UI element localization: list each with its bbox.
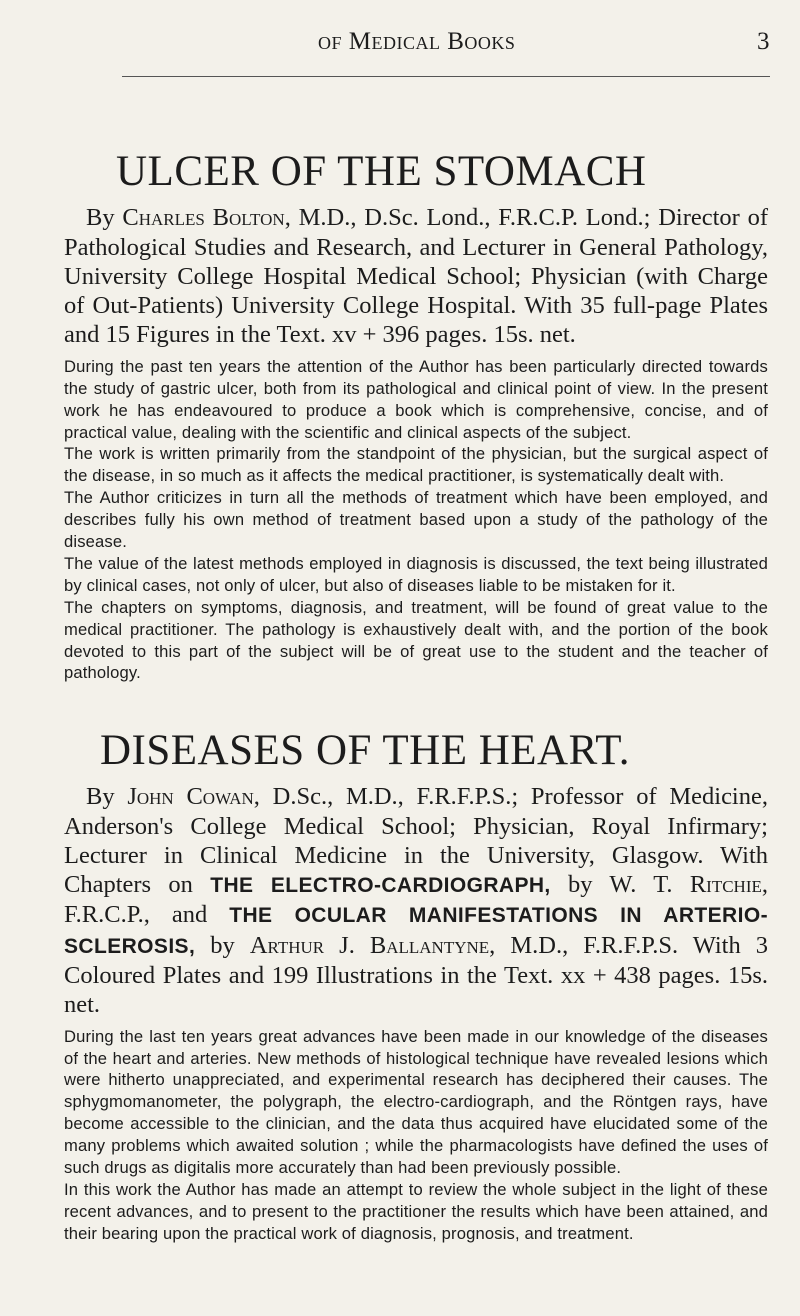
description-paragraph: The value of the latest methods employed in diagnosis is discussed, the text being illustrated by clinical cases, not only of ulcer, but also of diseases liable to be mistaken for it. — [64, 553, 768, 595]
book-description — [64, 356, 768, 685]
book-author-info — [64, 782, 768, 1019]
description-paragraph: The chapters on symptoms, diagnosis, and treatment, will be found of great value to the medical practitioner. The pathology is exhaustively dealt with, and the portion of the book devoted to this part of the subject will be of great use to the student and the teacher of pathology. — [64, 597, 768, 683]
contributor-credentials: , M.D., F.R.F.P.S. With 3 Coloured Plates and 199 Illustrations in the Text. xx + 438 pages. 15s. net. — [64, 931, 769, 1019]
author-prefix: By — [86, 204, 123, 232]
header-rule — [122, 76, 770, 77]
running-title: of Medical Books — [318, 28, 516, 55]
book-description — [64, 1026, 768, 1245]
book-title: ULCER OF THE STOMACH — [116, 148, 647, 195]
description-paragraph: During the past ten years the attention of the Author has been particularly directed towards the study of gastric ulcer, both from its pathological and clinical point of view. In the present work he has endeavoured to produce a book which is comprehensive, concise, and of practical value, dealing with the scientific and clinical aspects of the subject. — [64, 356, 768, 442]
contributor-credentials: , F.R.C.P., and — [64, 871, 768, 929]
contributor-name-ritchie: Ritchie — [689, 871, 762, 899]
book-author-info — [64, 203, 768, 349]
book-entry-diseases-of-the-heart — [64, 727, 768, 1245]
contributor-name-ballantyne: Arthur J. Ballantyne — [249, 931, 490, 959]
description-paragraph: In this work the Author has made an attempt to review the whole subject in the light of these recent advances, and to present to the practitioner the results which have been attained, and their bearing upon the practical work of diagnosis, prognosis, and treatment. — [64, 1180, 768, 1243]
book-title: DISEASES OF THE HEART. — [100, 727, 631, 774]
author-credentials: , D.Sc., M.D., F.R.F.P.S.; Professor of Medicine, Anderson's College Medical School; Physician, Royal Infirmary; Lecturer in Clinical Medicine in the University, Glasgow. With Chapters on — [64, 783, 768, 899]
chapter-topic-ocular-manifestations: THE OCULAR MANIFESTATIONS IN ARTERIO-SCLEROSIS, — [64, 904, 768, 958]
author-name: Charles Bolton — [122, 204, 285, 232]
author-credentials: , M.D., D.Sc. Lond., F.R.C.P. Lond.; Director of Pathological Studies and Research, and Lecturer in General Pathology, University College Hospital Medical School; Physician (with Charge of Out-Patients) University College Hospital. With 35 full-page Plates and 15 Figures in the Text. xv + 396 pages. 15s. net. — [64, 204, 769, 349]
chapter-topic-electro-cardiograph: THE ELECTRO-CARDIOGRAPH, — [210, 874, 551, 898]
author-prefix: By — [86, 783, 128, 811]
page-number: 3 — [757, 28, 770, 55]
contributor-by: by — [195, 931, 250, 959]
author-name: John Cowan — [127, 783, 254, 811]
contributor-by: by W. T. — [550, 871, 690, 899]
book-entry-ulcer-of-the-stomach — [64, 148, 768, 684]
description-paragraph: The work is written primarily from the standpoint of the physician, but the surgical aspect of the disease, in so much as it affects the medical practitioner, is systematically dealt with. — [64, 444, 768, 486]
description-paragraph: During the last ten years great advances have been made in our knowledge of the diseases of the heart and arteries. New methods of histological technique have revealed lesions which were hitherto unappreciated, and experimental research has deciphered their causes. The sphygmomanometer, the polygraph, the electro-cardiograph, and the Röntgen rays, have become accessible to the clinician, and the data thus acquired have elucidated some of the many problems which awaited solution ; while the pharmacologists have defined the uses of such drugs as digitalis more accurately than had been previously possible. — [64, 1026, 768, 1178]
description-paragraph: The Author criticizes in turn all the methods of treatment which have been employed, and describes fully his own method of treatment based upon a study of the pathology of the disease. — [64, 488, 768, 552]
